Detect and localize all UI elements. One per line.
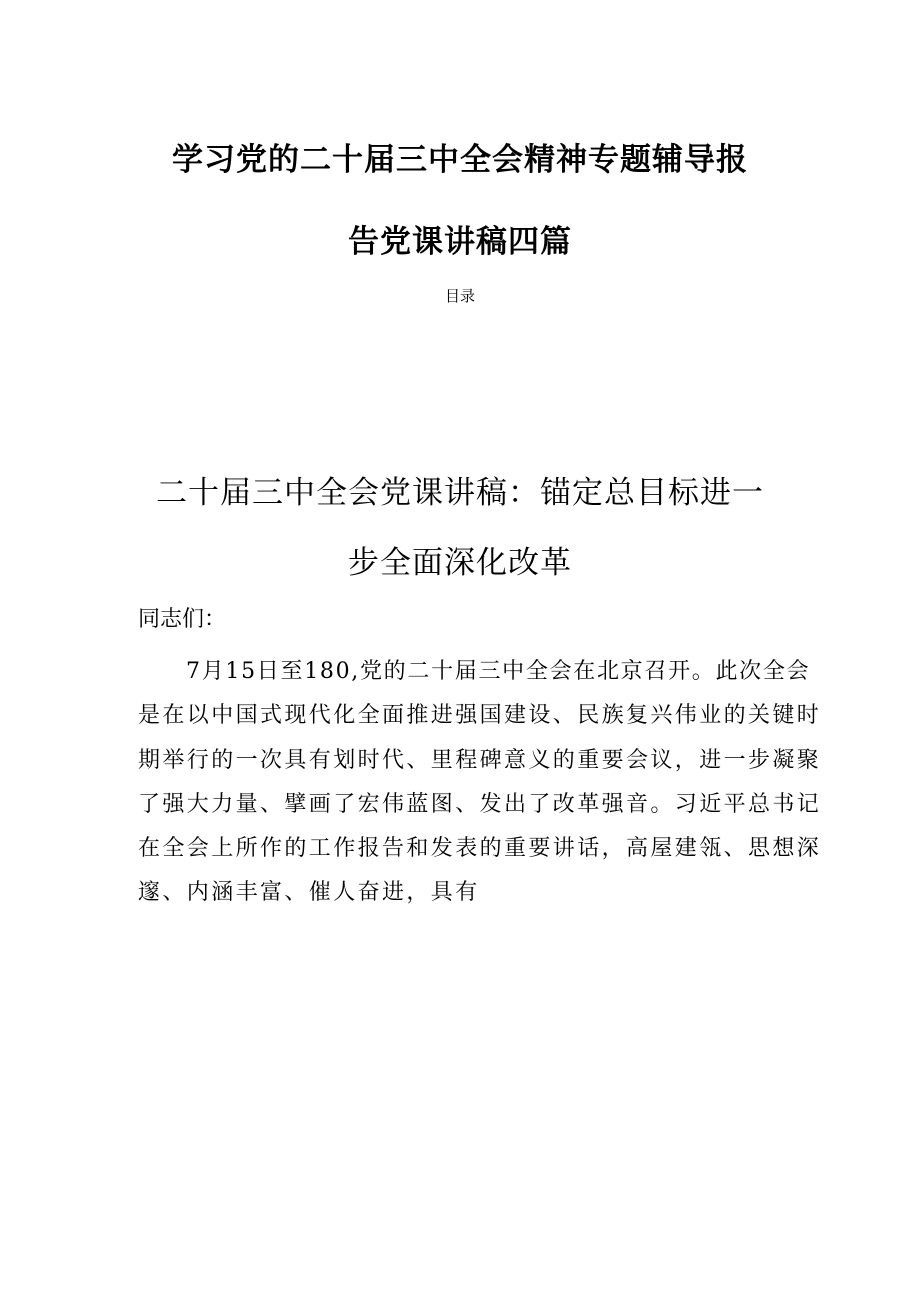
body-paragraph	[138, 650, 822, 916]
section-title-line-2: 步全面深化改革	[348, 545, 572, 581]
table-of-contents-label: 目录	[444, 287, 475, 305]
salutation: 同志们：	[138, 607, 227, 632]
body-line: 了强大力量、擘画了宏伟蓝图、发出了改革强音。习近平总书记	[138, 791, 822, 817]
body-line: 7月15日至180,党的二十届三中全会在北京召开。此次全会	[186, 659, 811, 684]
section-title-line-1: 二十届三中全会党课讲稿：锚定总目标进一	[156, 475, 764, 511]
body-line: 邃、内涵丰富、催人奋进，具有	[138, 880, 480, 906]
body-line: 在全会上所作的工作报告和发表的重要讲话，高屋建瓴、思想深	[138, 836, 822, 862]
document-title-line-1: 学习党的二十届三中全会精神专题辅导报	[172, 142, 748, 178]
body-line: 期举行的一次具有划时代、里程碑意义的重要会议，进一步凝聚	[138, 747, 822, 773]
body-line: 是在以中国式现代化全面推进强国建设、民族复兴伟业的关键时	[138, 703, 822, 729]
document-title-line-2: 告党课讲稿四篇	[348, 224, 572, 260]
